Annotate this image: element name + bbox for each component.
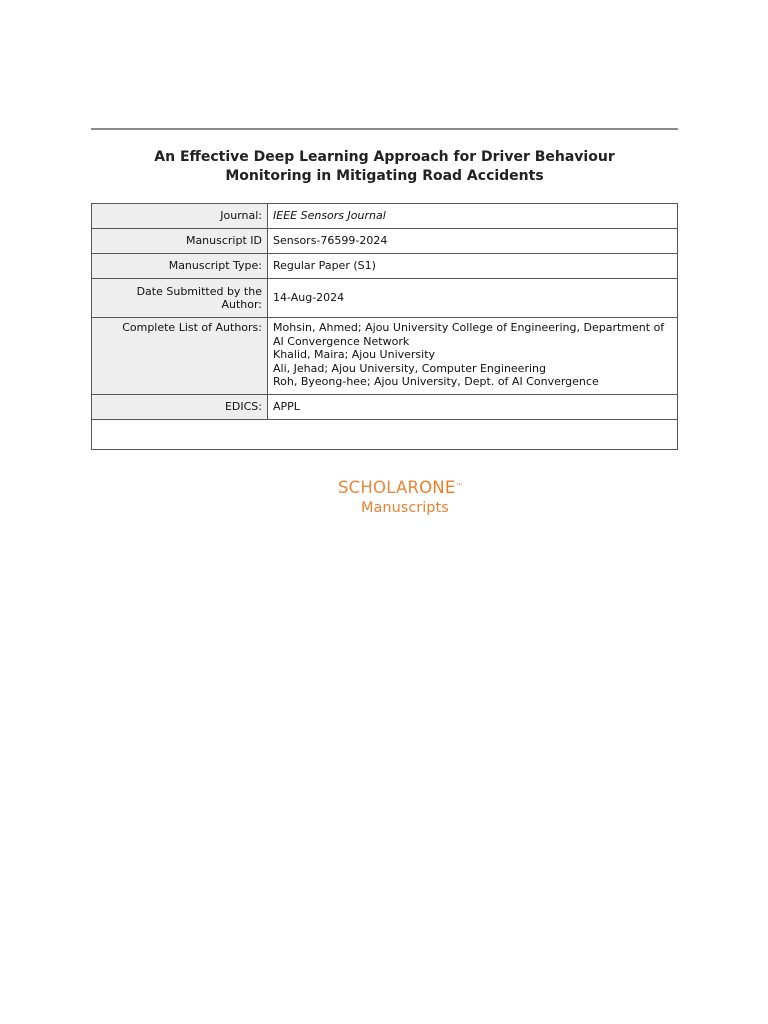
top-rule (91, 128, 678, 130)
author-line: Roh, Byeong-hee; Ajou University, Dept. of AI Convergence (273, 375, 599, 388)
journal-value: IEEE Sensors Journal (268, 204, 678, 229)
manuscript-type-value: Regular Paper (S1) (268, 254, 678, 279)
manuscript-id-value: Sensors-76599-2024 (268, 229, 678, 254)
manuscript-info-table (91, 203, 678, 450)
row-manuscript-id (92, 229, 678, 254)
row-empty (92, 420, 678, 450)
paper-title (91, 148, 678, 186)
manuscript-id-label: Manuscript ID (92, 229, 268, 254)
logo-brand-part-1: SCHOLAR (338, 478, 420, 497)
title-line-1: An Effective Deep Learning Approach for Driver Behaviour (154, 149, 615, 165)
edics-value: APPL (268, 395, 678, 420)
row-journal (92, 204, 678, 229)
edics-label: EDICS: (92, 395, 268, 420)
date-submitted-label-line-1: Date Submitted by the (136, 284, 262, 298)
date-submitted-value: 14-Aug-2024 (268, 279, 678, 318)
row-authors (92, 318, 678, 395)
row-date-submitted (92, 279, 678, 318)
logo-brand (338, 478, 464, 498)
author-line: Ali, Jehad; Ajou University, Computer Engineering (273, 361, 546, 375)
title-line-2: Monitoring in Mitigating Road Accidents (225, 168, 544, 184)
authors-label: Complete List of Authors: (92, 318, 268, 395)
journal-label: Journal: (92, 204, 268, 229)
logo-brand-part-2: ONE (419, 478, 456, 497)
empty-cell (92, 420, 678, 450)
row-edics (92, 395, 678, 420)
author-line: Khalid, Maira; Ajou University (273, 348, 436, 361)
author-line: Mohsin, Ahmed; Ajou University College of Engineering, Department of (273, 321, 665, 334)
scholarone-logo (338, 478, 464, 517)
logo-subtitle: Manuscripts (361, 500, 449, 516)
date-submitted-label-line-2: Author: (221, 298, 262, 311)
row-manuscript-type (92, 254, 678, 279)
manuscript-type-label: Manuscript Type: (92, 254, 268, 279)
logo-trademark: ™ (455, 482, 464, 491)
date-submitted-label (92, 279, 268, 318)
authors-value (268, 318, 678, 395)
author-line: AI Convergence Network (273, 334, 410, 348)
